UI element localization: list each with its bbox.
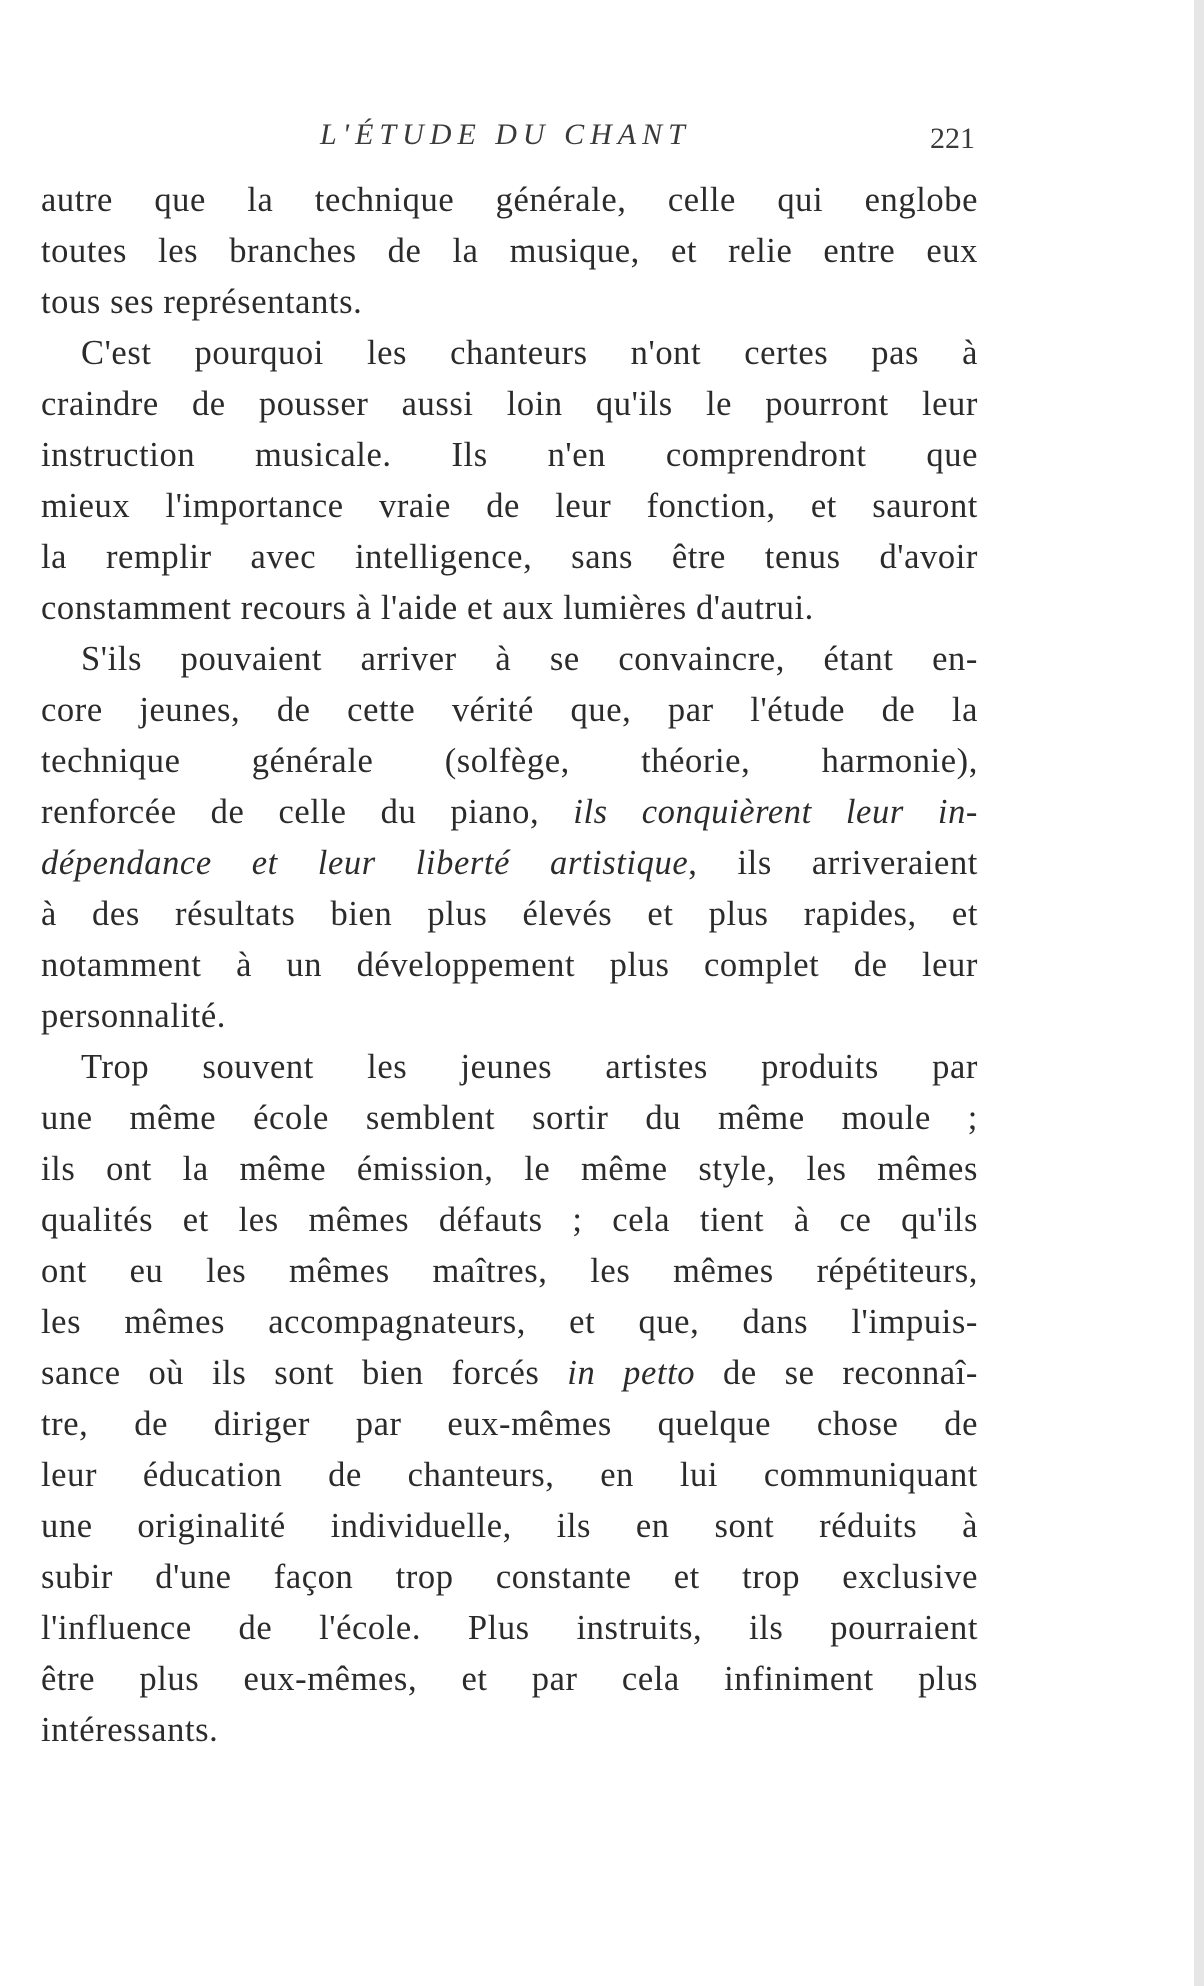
text-segment: une originalité individuelle, ils en sont réduits à — [41, 1507, 978, 1545]
text-segment: craindre de pousser aussi loin qu'ils le pourront leur — [41, 385, 978, 423]
text-line — [41, 1654, 978, 1705]
text-segment: constamment recours à l'aide et aux lumières d'autrui. — [41, 589, 814, 627]
page-edge — [1194, 0, 1204, 1986]
text-line — [41, 634, 978, 685]
italic-text: in petto — [567, 1354, 696, 1392]
text-segment: tous ses représentants. — [41, 283, 363, 321]
text-line — [41, 583, 978, 634]
text-line — [41, 532, 978, 583]
text-segment: Trop souvent les jeunes artistes produits par — [81, 1048, 978, 1086]
text-line — [41, 226, 978, 277]
text-segment: les mêmes accompagnateurs, et que, dans l'impuis- — [41, 1303, 978, 1341]
text-line — [41, 1246, 978, 1297]
text-line — [41, 379, 978, 430]
text-line — [41, 430, 978, 481]
text-segment: technique générale (solfège, théorie, harmonie), — [41, 742, 978, 780]
text-segment: ils ont la même émission, le même style, les mêmes — [41, 1150, 978, 1188]
italic-text: dépendance et leur liberté artistique — [41, 844, 689, 882]
text-line — [41, 1144, 978, 1195]
text-line — [41, 787, 978, 838]
text-segment: S'ils pouvaient arriver à se convaincre, étant en- — [81, 640, 978, 678]
running-title: L'ÉTUDE DU CHANT — [320, 118, 691, 151]
text-segment: mieux l'importance vraie de leur fonction, et sauront — [41, 487, 978, 525]
text-segment: ont eu les mêmes maîtres, les mêmes répétiteurs, — [41, 1252, 978, 1290]
text-line — [41, 1399, 978, 1450]
text-segment: subir d'une façon trop constante et trop exclusive — [41, 1558, 978, 1596]
italic-text: ils conquièrent leur in- — [573, 793, 979, 831]
text-line — [41, 328, 978, 379]
paragraph — [41, 634, 978, 1042]
text-line — [41, 736, 978, 787]
paragraph — [41, 175, 978, 328]
text-line — [41, 1195, 978, 1246]
text-segment: notamment à un développement plus complet de leur — [41, 946, 978, 984]
text-line — [41, 175, 978, 226]
text-segment: personnalité. — [41, 997, 227, 1035]
text-segment: tre, de diriger par eux-mêmes quelque chose de — [41, 1405, 978, 1443]
text-line — [41, 991, 978, 1042]
text-segment: instruction musicale. Ils n'en comprendront que — [41, 436, 978, 474]
text-segment: l'influence de l'école. Plus instruits, ils pourraient — [41, 1609, 978, 1647]
text-segment: C'est pourquoi les chanteurs n'ont certes pas à — [81, 334, 978, 372]
text-line — [41, 1552, 978, 1603]
text-line — [41, 277, 978, 328]
text-line — [41, 1501, 978, 1552]
text-segment: sance où ils sont bien forcés — [41, 1354, 568, 1392]
paragraph — [41, 328, 978, 634]
text-line — [41, 1603, 978, 1654]
text-line — [41, 1093, 978, 1144]
page-number: 221 — [930, 122, 975, 155]
body-text — [41, 175, 978, 1756]
text-segment: , ils arriveraient — [688, 844, 978, 882]
text-segment: leur éducation de chanteurs, en lui communiquant — [41, 1456, 978, 1494]
text-line — [41, 889, 978, 940]
text-line — [41, 1348, 978, 1399]
text-segment: de se reconnaî- — [695, 1354, 979, 1392]
paragraph — [41, 1042, 978, 1756]
text-line — [41, 838, 978, 889]
text-segment: une même école semblent sortir du même moule ; — [41, 1099, 978, 1137]
text-line — [41, 1042, 978, 1093]
text-line — [41, 1450, 978, 1501]
text-line — [41, 481, 978, 532]
text-line — [41, 1297, 978, 1348]
text-segment: être plus eux-mêmes, et par cela infiniment plus — [41, 1660, 978, 1698]
text-segment: autre que la technique générale, celle qui englobe — [41, 181, 978, 219]
text-segment: la remplir avec intelligence, sans être tenus d'avoir — [41, 538, 978, 576]
text-segment: toutes les branches de la musique, et relie entre eux — [41, 232, 978, 270]
text-line — [41, 940, 978, 991]
text-segment: renforcée de celle du piano, — [41, 793, 574, 831]
text-segment: à des résultats bien plus élevés et plus rapides, et — [41, 895, 978, 933]
text-line — [41, 685, 978, 736]
text-segment: intéressants. — [41, 1711, 219, 1749]
text-segment: core jeunes, de cette vérité que, par l'étude de la — [41, 691, 978, 729]
text-line — [41, 1705, 978, 1756]
text-segment: qualités et les mêmes défauts ; cela tient à ce qu'ils — [41, 1201, 978, 1239]
